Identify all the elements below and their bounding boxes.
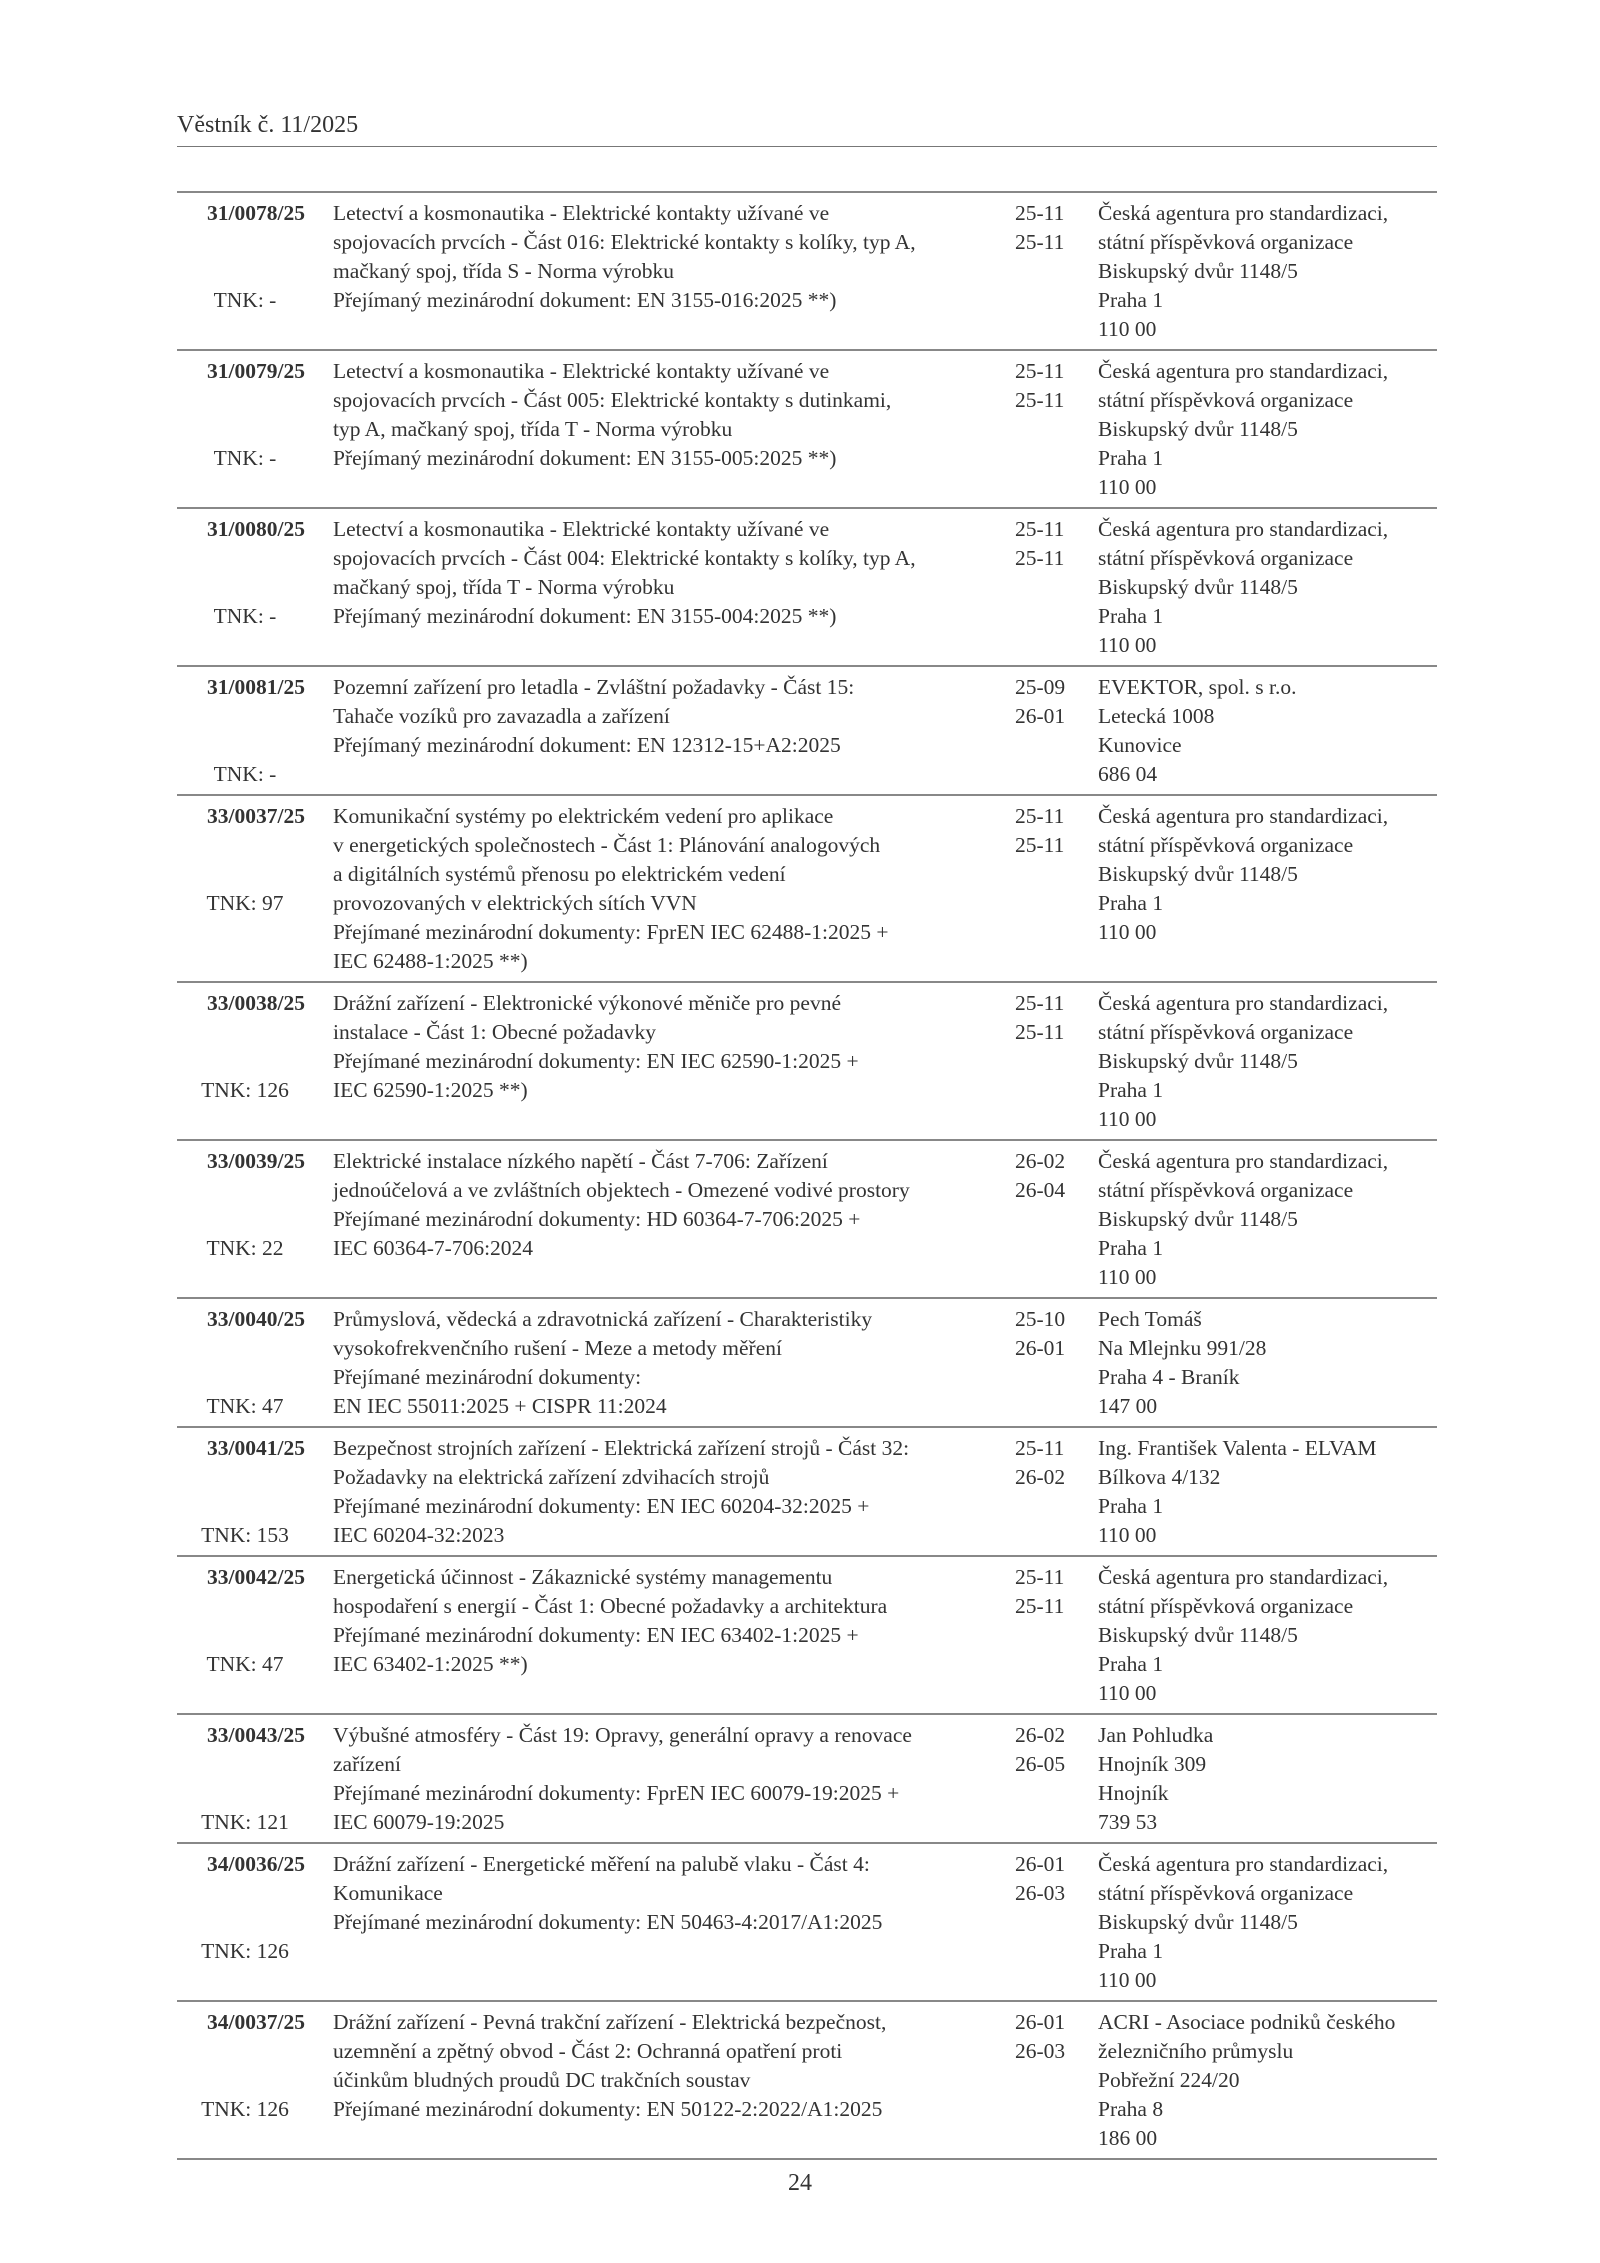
organization-cell bbox=[1098, 357, 1437, 502]
description-line: spojovacích prvcích - Část 005: Elektrické kontakty s dutinkami, bbox=[333, 388, 892, 412]
blank-line bbox=[177, 1879, 305, 1908]
organization-line: 186 00 bbox=[1098, 2126, 1158, 2150]
description-line: Přejímané mezinárodní dokumenty: EN IEC 62590-1:2025 + bbox=[333, 1049, 859, 1073]
tnk-label: TNK: 126 bbox=[201, 2097, 289, 2121]
date-line: 25-11 bbox=[1015, 804, 1065, 828]
id-cell bbox=[177, 1305, 305, 1421]
date-line: 26-01 bbox=[1015, 1852, 1066, 1876]
dates-cell bbox=[1015, 199, 1098, 344]
organization-line: státní příspěvková organizace bbox=[1098, 1020, 1354, 1044]
blank-line bbox=[177, 1205, 305, 1234]
organization-line: 110 00 bbox=[1098, 317, 1157, 341]
id-cell bbox=[177, 1721, 305, 1837]
description-line: Letectví a kosmonautika - Elektrické kontakty užívané ve bbox=[333, 359, 830, 383]
standard-number: 31/0080/25 bbox=[207, 517, 305, 541]
description-line: Přejímaný mezinárodní dokument: EN 3155-004:2025 **) bbox=[333, 604, 837, 628]
table-row bbox=[177, 1141, 1437, 1299]
date-line: 26-03 bbox=[1015, 2039, 1066, 2063]
table-row bbox=[177, 1428, 1437, 1557]
description-line: účinkům bludných proudů DC trakčních soustav bbox=[333, 2068, 751, 2092]
organization-line: Česká agentura pro standardizaci, bbox=[1098, 1149, 1389, 1173]
description-line: IEC 63402-1:2025 **) bbox=[333, 1652, 528, 1676]
description-line: spojovacích prvcích - Část 004: Elektrické kontakty s kolíky, typ A, bbox=[333, 546, 916, 570]
dates-cell bbox=[1015, 802, 1098, 976]
organization-line: Praha 1 bbox=[1098, 288, 1164, 312]
organization-line: Bílkova 4/132 bbox=[1098, 1465, 1221, 1489]
standard-number: 34/0037/25 bbox=[207, 2010, 305, 2034]
description-line: Drážní zařízení - Energetické měření na palubě vlaku - Část 4: bbox=[333, 1852, 870, 1876]
date-line: 26-04 bbox=[1015, 1178, 1066, 1202]
organization-line: Biskupský dvůr 1148/5 bbox=[1098, 575, 1298, 599]
dates-cell bbox=[1015, 1305, 1098, 1421]
table-row bbox=[177, 193, 1437, 351]
date-line: 25-09 bbox=[1015, 675, 1066, 699]
tnk-label: TNK: - bbox=[213, 762, 277, 786]
organization-line: 110 00 bbox=[1098, 1265, 1157, 1289]
organization-line: Praha 8 bbox=[1098, 2097, 1164, 2121]
id-cell bbox=[177, 1434, 305, 1550]
organization-line: Biskupský dvůr 1148/5 bbox=[1098, 862, 1298, 886]
organization-line: Praha 1 bbox=[1098, 1652, 1164, 1676]
blank-line bbox=[177, 386, 305, 415]
organization-line: Biskupský dvůr 1148/5 bbox=[1098, 417, 1298, 441]
organization-line: Česká agentura pro standardizaci, bbox=[1098, 1852, 1389, 1876]
tnk-label: TNK: - bbox=[213, 604, 277, 628]
table-row bbox=[177, 983, 1437, 1141]
description-line: Pozemní zařízení pro letadla - Zvláštní požadavky - Část 15: bbox=[333, 675, 855, 699]
description-line: IEC 60364-7-706:2024 bbox=[333, 1236, 534, 1260]
organization-cell bbox=[1098, 1721, 1437, 1837]
date-line: 26-01 bbox=[1015, 2010, 1066, 2034]
organization-line: Na Mlejnku 991/28 bbox=[1098, 1336, 1267, 1360]
blank-line bbox=[177, 1176, 305, 1205]
blank-line bbox=[177, 702, 305, 731]
organization-cell bbox=[1098, 802, 1437, 976]
table-row bbox=[177, 796, 1437, 983]
description-cell bbox=[333, 199, 1015, 344]
organization-line: Letecká 1008 bbox=[1098, 704, 1215, 728]
organization-line: státní příspěvková organizace bbox=[1098, 546, 1354, 570]
description-line: Přejímaný mezinárodní dokument: EN 3155-016:2025 **) bbox=[333, 288, 837, 312]
organization-line: 110 00 bbox=[1098, 475, 1157, 499]
blank-line bbox=[177, 2037, 305, 2066]
table-row bbox=[177, 2002, 1437, 2160]
organization-line: Česká agentura pro standardizaci, bbox=[1098, 1565, 1389, 1589]
description-line: typ A, mačkaný spoj, třída T - Norma výrobku bbox=[333, 417, 733, 441]
description-line: Přejímaný mezinárodní dokument: EN 3155-005:2025 **) bbox=[333, 446, 837, 470]
standard-number: 33/0038/25 bbox=[207, 991, 305, 1015]
description-cell bbox=[333, 1305, 1015, 1421]
tnk-label: TNK: 126 bbox=[201, 1939, 289, 1963]
standard-number: 33/0040/25 bbox=[207, 1307, 305, 1331]
organization-line: 739 53 bbox=[1098, 1810, 1158, 1834]
blank-line bbox=[177, 1779, 305, 1808]
organization-line: 110 00 bbox=[1098, 633, 1157, 657]
blank-line bbox=[177, 544, 305, 573]
id-cell bbox=[177, 1147, 305, 1292]
organization-line: Biskupský dvůr 1148/5 bbox=[1098, 259, 1298, 283]
tnk-label: TNK: 121 bbox=[201, 1810, 289, 1834]
description-line: hospodaření s energií - Část 1: Obecné požadavky a architektura bbox=[333, 1594, 888, 1618]
organization-line: Česká agentura pro standardizaci, bbox=[1098, 517, 1389, 541]
description-line: IEC 62590-1:2025 **) bbox=[333, 1078, 528, 1102]
tnk-label: TNK: 22 bbox=[206, 1236, 284, 1260]
blank-line bbox=[177, 1463, 305, 1492]
description-line: zařízení bbox=[333, 1752, 402, 1776]
organization-line: ACRI - Asociace podniků českého bbox=[1098, 2010, 1396, 2034]
organization-line: Pech Tomáš bbox=[1098, 1307, 1202, 1331]
description-line: IEC 62488-1:2025 **) bbox=[333, 949, 528, 973]
id-cell bbox=[177, 802, 305, 976]
date-line: 25-11 bbox=[1015, 546, 1065, 570]
description-line: Přejímané mezinárodní dokumenty: bbox=[333, 1365, 642, 1389]
description-cell bbox=[333, 1563, 1015, 1708]
blank-line bbox=[177, 1334, 305, 1363]
date-line: 26-02 bbox=[1015, 1149, 1066, 1173]
description-line: Bezpečnost strojních zařízení - Elektrická zařízení strojů - Část 32: bbox=[333, 1436, 910, 1460]
description-line: v energetických společnostech - Část 1: Plánování analogových bbox=[333, 833, 881, 857]
organization-cell bbox=[1098, 1850, 1437, 1995]
description-line: IEC 60079-19:2025 bbox=[333, 1810, 505, 1834]
page-number: 24 bbox=[788, 2170, 812, 2196]
blank-line bbox=[177, 228, 305, 257]
date-line: 26-05 bbox=[1015, 1752, 1066, 1776]
organization-line: Česká agentura pro standardizaci, bbox=[1098, 991, 1389, 1015]
description-line: Elektrické instalace nízkého napětí - Část 7-706: Zařízení bbox=[333, 1149, 828, 1173]
organization-cell bbox=[1098, 199, 1437, 344]
organization-line: Praha 1 bbox=[1098, 1494, 1164, 1518]
standard-number: 33/0039/25 bbox=[207, 1149, 305, 1173]
description-cell bbox=[333, 1147, 1015, 1292]
organization-line: Praha 1 bbox=[1098, 1078, 1164, 1102]
description-line: Požadavky na elektrická zařízení zdvihacích strojů bbox=[333, 1465, 770, 1489]
date-line: 25-11 bbox=[1015, 388, 1065, 412]
description-line: Tahače vozíků pro zavazadla a zařízení bbox=[333, 704, 670, 728]
dates-cell bbox=[1015, 357, 1098, 502]
blank-line bbox=[177, 573, 305, 602]
table-row bbox=[177, 1715, 1437, 1844]
standard-number: 33/0043/25 bbox=[207, 1723, 305, 1747]
standard-number: 31/0079/25 bbox=[207, 359, 305, 383]
date-line: 26-03 bbox=[1015, 1881, 1066, 1905]
organization-line: Praha 1 bbox=[1098, 891, 1164, 915]
blank-line bbox=[177, 1908, 305, 1937]
date-line: 25-11 bbox=[1015, 359, 1065, 383]
description-line: Letectví a kosmonautika - Elektrické kontakty užívané ve bbox=[333, 517, 830, 541]
description-cell bbox=[333, 515, 1015, 660]
organization-line: Jan Pohludka bbox=[1098, 1723, 1214, 1747]
date-line: 26-02 bbox=[1015, 1465, 1066, 1489]
id-cell bbox=[177, 1563, 305, 1708]
table-row bbox=[177, 351, 1437, 509]
tnk-label: TNK: 97 bbox=[206, 891, 284, 915]
description-line: Přejímaný mezinárodní dokument: EN 12312-15+A2:2025 bbox=[333, 733, 841, 757]
organization-line: Praha 4 - Braník bbox=[1098, 1365, 1240, 1389]
description-line: provozovaných v elektrických sítích VVN bbox=[333, 891, 697, 915]
tnk-label: TNK: 47 bbox=[206, 1652, 284, 1676]
organization-line: Ing. František Valenta - ELVAM bbox=[1098, 1436, 1377, 1460]
description-line: uzemnění a zpětný obvod - Část 2: Ochranná opatření proti bbox=[333, 2039, 843, 2063]
description-line: jednoúčelová a ve zvláštních objektech - Omezené vodivé prostory bbox=[333, 1178, 910, 1202]
organization-line: Česká agentura pro standardizaci, bbox=[1098, 201, 1389, 225]
description-line: spojovacích prvcích - Část 016: Elektrické kontakty s kolíky, typ A, bbox=[333, 230, 916, 254]
description-line: Přejímané mezinárodní dokumenty: EN 50463-4:2017/A1:2025 bbox=[333, 1910, 883, 1934]
organization-line: Biskupský dvůr 1148/5 bbox=[1098, 1623, 1298, 1647]
description-cell bbox=[333, 1721, 1015, 1837]
description-line: a digitálních systémů přenosu po elektrickém vedení bbox=[333, 862, 786, 886]
date-line: 25-11 bbox=[1015, 517, 1065, 541]
description-cell bbox=[333, 2008, 1015, 2153]
dates-cell bbox=[1015, 1563, 1098, 1708]
id-cell bbox=[177, 199, 305, 344]
organization-cell bbox=[1098, 1305, 1437, 1421]
date-line: 26-02 bbox=[1015, 1723, 1066, 1747]
organization-cell bbox=[1098, 1563, 1437, 1708]
organization-line: Kunovice bbox=[1098, 733, 1182, 757]
dates-cell bbox=[1015, 2008, 1098, 2153]
id-cell bbox=[177, 2008, 305, 2153]
id-cell bbox=[177, 673, 305, 789]
description-line: Přejímané mezinárodní dokumenty: EN IEC 63402-1:2025 + bbox=[333, 1623, 859, 1647]
table-row bbox=[177, 1299, 1437, 1428]
description-line: Přejímané mezinárodní dokumenty: EN 50122-2:2022/A1:2025 bbox=[333, 2097, 883, 2121]
blank-line bbox=[177, 831, 305, 860]
description-cell bbox=[333, 1850, 1015, 1995]
description-line: Přejímané mezinárodní dokumenty: EN IEC 60204-32:2025 + bbox=[333, 1494, 870, 1518]
organization-line: Hnojník bbox=[1098, 1781, 1169, 1805]
blank-line bbox=[177, 257, 305, 286]
organization-line: Praha 1 bbox=[1098, 1236, 1164, 1260]
organization-line: Hnojník 309 bbox=[1098, 1752, 1207, 1776]
organization-line: EVEKTOR, spol. s r.o. bbox=[1098, 675, 1297, 699]
blank-line bbox=[177, 415, 305, 444]
blank-line bbox=[177, 731, 305, 760]
description-line: Komunikační systémy po elektrickém vedení pro aplikace bbox=[333, 804, 834, 828]
dates-cell bbox=[1015, 1721, 1098, 1837]
organization-line: Praha 1 bbox=[1098, 1939, 1164, 1963]
description-line: Výbušné atmosféry - Část 19: Opravy, generální opravy a renovace bbox=[333, 1723, 912, 1747]
tnk-label: TNK: - bbox=[213, 446, 277, 470]
organization-line: Praha 1 bbox=[1098, 604, 1164, 628]
organization-line: Biskupský dvůr 1148/5 bbox=[1098, 1910, 1298, 1934]
blank-line bbox=[177, 860, 305, 889]
standard-number: 33/0037/25 bbox=[207, 804, 305, 828]
blank-line bbox=[177, 1621, 305, 1650]
date-line: 25-11 bbox=[1015, 833, 1065, 857]
organization-line: státní příspěvková organizace bbox=[1098, 230, 1354, 254]
date-line: 25-11 bbox=[1015, 230, 1065, 254]
date-line: 25-11 bbox=[1015, 201, 1065, 225]
organization-line: 110 00 bbox=[1098, 1681, 1157, 1705]
organization-line: státní příspěvková organizace bbox=[1098, 1594, 1354, 1618]
organization-line: Praha 1 bbox=[1098, 446, 1164, 470]
blank-line bbox=[177, 2066, 305, 2095]
date-line: 26-01 bbox=[1015, 704, 1066, 728]
id-cell bbox=[177, 989, 305, 1134]
description-line: Přejímané mezinárodní dokumenty: FprEN IEC 60079-19:2025 + bbox=[333, 1781, 900, 1805]
description-line: Drážní zařízení - Elektronické výkonové měniče pro pevné bbox=[333, 991, 842, 1015]
organization-line: 110 00 bbox=[1098, 920, 1157, 944]
date-line: 25-11 bbox=[1015, 1565, 1065, 1589]
date-line: 25-11 bbox=[1015, 991, 1065, 1015]
blank-line bbox=[177, 1018, 305, 1047]
id-cell bbox=[177, 515, 305, 660]
description-line: Letectví a kosmonautika - Elektrické kontakty užívané ve bbox=[333, 201, 830, 225]
standard-number: 31/0078/25 bbox=[207, 201, 305, 225]
description-line: Energetická účinnost - Zákaznické systémy managementu bbox=[333, 1565, 833, 1589]
description-cell bbox=[333, 802, 1015, 976]
standard-number: 33/0042/25 bbox=[207, 1565, 305, 1589]
description-cell bbox=[333, 357, 1015, 502]
organization-line: železničního průmyslu bbox=[1098, 2039, 1294, 2063]
tnk-label: TNK: 153 bbox=[201, 1523, 289, 1547]
tnk-label: TNK: 47 bbox=[206, 1394, 284, 1418]
id-cell bbox=[177, 1850, 305, 1995]
description-line: Komunikace bbox=[333, 1881, 443, 1905]
description-cell bbox=[333, 673, 1015, 789]
organization-line: Česká agentura pro standardizaci, bbox=[1098, 804, 1389, 828]
organization-cell bbox=[1098, 1147, 1437, 1292]
blank-line bbox=[177, 1592, 305, 1621]
organization-line: státní příspěvková organizace bbox=[1098, 388, 1354, 412]
organization-cell bbox=[1098, 989, 1437, 1134]
description-line: instalace - Část 1: Obecné požadavky bbox=[333, 1020, 656, 1044]
page-header-title: Věstník č. 11/2025 bbox=[177, 112, 359, 138]
description-line: Průmyslová, vědecká a zdravotnická zařízení - Charakteristiky bbox=[333, 1307, 873, 1331]
standards-table bbox=[177, 191, 1437, 2160]
id-cell bbox=[177, 357, 305, 502]
standard-number: 34/0036/25 bbox=[207, 1852, 305, 1876]
dates-cell bbox=[1015, 515, 1098, 660]
dates-cell bbox=[1015, 1850, 1098, 1995]
description-line: Přejímané mezinárodní dokumenty: HD 60364-7-706:2025 + bbox=[333, 1207, 861, 1231]
description-line: Drážní zařízení - Pevná trakční zařízení - Elektrická bezpečnost, bbox=[333, 2010, 887, 2034]
date-line: 25-11 bbox=[1015, 1594, 1065, 1618]
dates-cell bbox=[1015, 673, 1098, 789]
blank-line bbox=[177, 1047, 305, 1076]
table-row bbox=[177, 667, 1437, 796]
description-line: EN IEC 55011:2025 + CISPR 11:2024 bbox=[333, 1394, 667, 1418]
description-line: mačkaný spoj, třída S - Norma výrobku bbox=[333, 259, 674, 283]
dates-cell bbox=[1015, 1147, 1098, 1292]
organization-cell bbox=[1098, 673, 1437, 789]
organization-cell bbox=[1098, 515, 1437, 660]
description-line: mačkaný spoj, třída T - Norma výrobku bbox=[333, 575, 675, 599]
organization-line: Biskupský dvůr 1148/5 bbox=[1098, 1207, 1298, 1231]
organization-line: 110 00 bbox=[1098, 1523, 1157, 1547]
organization-cell bbox=[1098, 1434, 1437, 1550]
header-divider bbox=[177, 146, 1437, 147]
organization-line: 110 00 bbox=[1098, 1968, 1157, 1992]
date-line: 26-01 bbox=[1015, 1336, 1066, 1360]
blank-line bbox=[177, 1750, 305, 1779]
dates-cell bbox=[1015, 989, 1098, 1134]
description-cell bbox=[333, 989, 1015, 1134]
table-row bbox=[177, 1557, 1437, 1715]
organization-cell bbox=[1098, 2008, 1437, 2153]
organization-line: Pobřežní 224/20 bbox=[1098, 2068, 1240, 2092]
description-cell bbox=[333, 1434, 1015, 1550]
blank-line bbox=[177, 1492, 305, 1521]
date-line: 25-10 bbox=[1015, 1307, 1066, 1331]
organization-line: státní příspěvková organizace bbox=[1098, 1178, 1354, 1202]
organization-line: 110 00 bbox=[1098, 1107, 1157, 1131]
dates-cell bbox=[1015, 1434, 1098, 1550]
organization-line: 147 00 bbox=[1098, 1394, 1158, 1418]
standard-number: 33/0041/25 bbox=[207, 1436, 305, 1460]
organization-line: 686 04 bbox=[1098, 762, 1158, 786]
standard-number: 31/0081/25 bbox=[207, 675, 305, 699]
description-line: vysokofrekvenčního rušení - Meze a metody měření bbox=[333, 1336, 782, 1360]
description-line: Přejímané mezinárodní dokumenty: FprEN IEC 62488-1:2025 + bbox=[333, 920, 889, 944]
description-line: IEC 60204-32:2023 bbox=[333, 1523, 505, 1547]
organization-line: Česká agentura pro standardizaci, bbox=[1098, 359, 1389, 383]
table-row bbox=[177, 509, 1437, 667]
tnk-label: TNK: - bbox=[213, 288, 277, 312]
blank-line bbox=[177, 1363, 305, 1392]
table-row bbox=[177, 1844, 1437, 2002]
tnk-label: TNK: 126 bbox=[201, 1078, 289, 1102]
date-line: 25-11 bbox=[1015, 1020, 1065, 1044]
organization-line: státní příspěvková organizace bbox=[1098, 1881, 1354, 1905]
organization-line: Biskupský dvůr 1148/5 bbox=[1098, 1049, 1298, 1073]
date-line: 25-11 bbox=[1015, 1436, 1065, 1460]
organization-line: státní příspěvková organizace bbox=[1098, 833, 1354, 857]
